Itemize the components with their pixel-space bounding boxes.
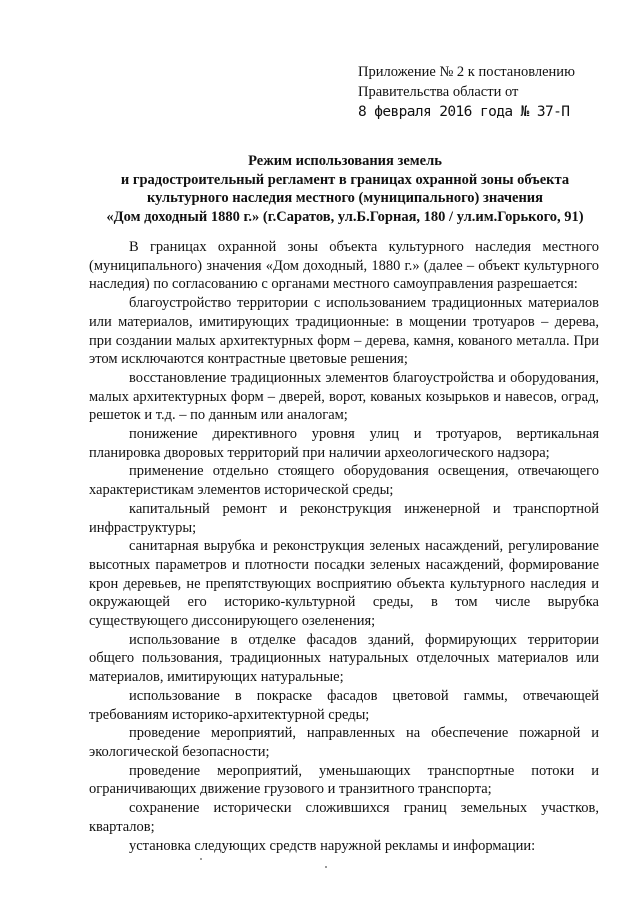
list-item: применение отдельно стоящего оборудования освещения, отвечающего характеристикам элементов исторической среды;	[89, 463, 599, 499]
scan-speck	[200, 858, 202, 860]
scan-speck	[325, 866, 327, 868]
appendix-header	[358, 62, 628, 122]
title-line-2: и градостроительный регламент в границах охранной зоны объекта	[120, 171, 570, 188]
list-item: восстановление традиционных элементов благоустройства и оборудования, малых архитектурных форм – дверей, ворот, кованых козырьков и навесов, оград, решеток и т.д. – по данным или аналогам;	[89, 369, 599, 424]
title-line-4: «Дом доходный 1880 г.» (г.Саратов, ул.Б.Горная, 180 / ул.им.Горького, 91)	[106, 208, 584, 225]
appendix-line-1: Приложение № 2 к постановлению	[358, 64, 575, 80]
list-item: установка следующих средств наружной рекламы и информации:	[129, 837, 536, 854]
title-line-3: культурного наследия местного (муниципального) значения	[146, 190, 544, 207]
list-item: использование в покраске фасадов цветовой гаммы, отвечающей требованиям историко-архитектурной среды;	[89, 687, 599, 723]
document-title	[60, 152, 630, 226]
list-item: проведение мероприятий, уменьшающих транспортные потоки и ограничивающих движение грузового и транзитного транспорта;	[89, 762, 599, 798]
appendix-date-number: 8 февраля 2016 года № 37-П	[358, 104, 570, 120]
appendix-line-2: Правительства области от	[358, 84, 519, 100]
list-item: проведение мероприятий, направленных на обеспечение пожарной и экологической безопасности;	[89, 725, 599, 760]
list-item: благоустройство территории с использованием традиционных материалов или материалов, имитирующих традиционные: в мощении тротуаров – дерева, при создании малых архитектурных форм – дерева, камня, кованого металла. При этом исключаются контрастные цветовые решения;	[89, 295, 599, 368]
list-item: сохранение исторически сложившихся границ земельных участков, кварталов;	[89, 800, 599, 835]
title-line-1: Режим использования земель	[248, 153, 442, 169]
list-item: капитальный ремонт и реконструкция инженерной и транспортной инфраструктуры;	[89, 500, 599, 536]
list-item: использование в отделке фасадов зданий, формирующих территории общего пользования, традиционных натуральных отделочных материалов или материалов, имитирующих натуральные;	[89, 631, 599, 686]
document-body	[89, 238, 599, 855]
list-item: санитарная вырубка и реконструкция зеленых насаждений, регулирование высотных параметров и плотности посадки зеленых насаждений, формирование крон деревьев, не препятствующих восприятию объекта культурного наследия и окружающей его историко-культурной среды, в том числе вырубка существующего диссонирующего озеленения;	[89, 538, 599, 630]
list-item: понижение директивного уровня улиц и тротуаров, вертикальная планировка дворовых территорий при наличии археологического надзора;	[89, 426, 599, 461]
intro-paragraph: В границах охранной зоны объекта культурного наследия местного (муниципального) значения «Дом доходный, 1880 г.» (далее – объект культурного наследия) по согласованию с органами местного самоуправления разрешается:	[89, 239, 599, 293]
